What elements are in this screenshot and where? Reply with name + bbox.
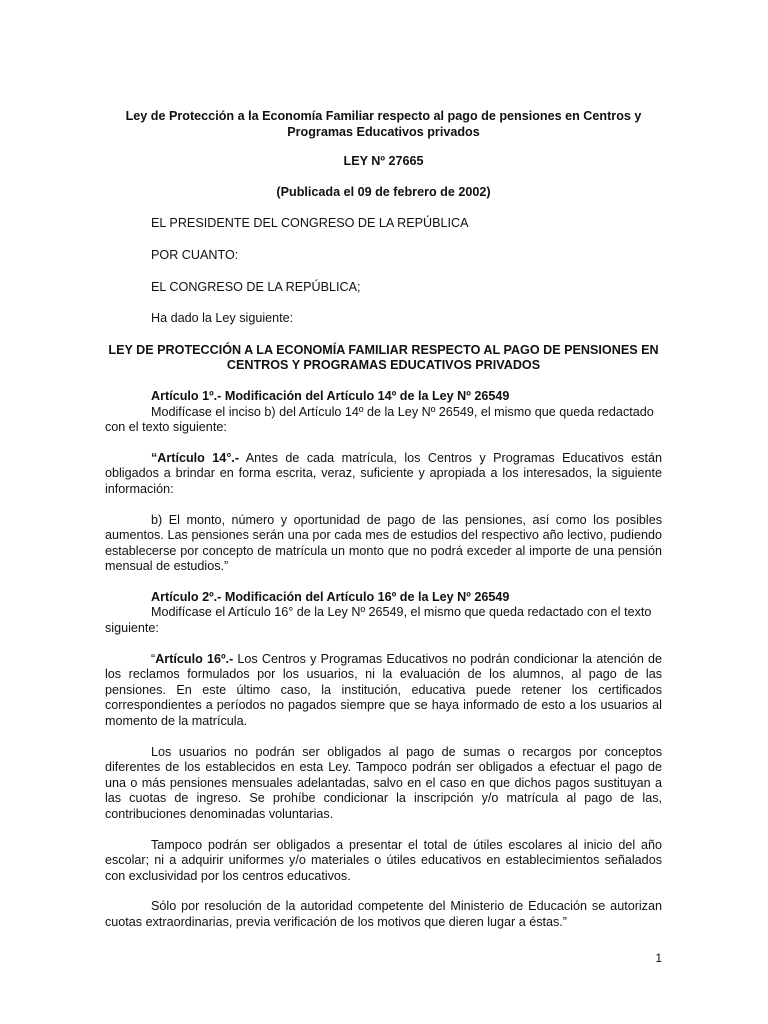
article-14-item-b: b) El monto, número y oportunidad de pago de las pensiones, así como los posibles aumentos. Las pensiones serán una por cada mes de estudios del respectivo año lectivo, pudiendo establecerse por concepto de matrícula un monto que no podrá exceder al importe de una pensión mensual de estudios.” — [105, 512, 662, 574]
article-2 — [105, 590, 662, 931]
por-cuanto-line: POR CUANTO: — [151, 247, 239, 262]
congreso-line: EL CONGRESO DE LA REPÚBLICA; — [151, 279, 361, 294]
article-1-heading: Artículo 1º.- Modificación del Artículo 14º de la Ley Nº 26549 — [151, 388, 510, 403]
article-16-text: Los Centros y Programas Educativos no podrán condicionar la atención de los reclamos formulados por los usuarios, ni la evaluación de los alumnos, al pago de las pensiones. En este último caso, la institución, educativa puede retener los certificados correspondientes a períodos no pagados siempre que se haya informado de esto a los usuarios al momento de la matrícula. — [105, 651, 662, 729]
article-1 — [105, 389, 662, 575]
article-16-paragraph-3: Tampoco podrán ser obligados a presentar el total de útiles escolares al inicio del año escolar; ni a adquirir uniformes y/o materiales o útiles educativos en establecimientos señalados con exclusividad por los centros educativos. — [105, 837, 662, 883]
article-16-label: Artículo 16º.- — [155, 651, 234, 666]
article-16-paragraph-2: Los usuarios no podrán ser obligados al pago de sumas o recargos por conceptos diferentes de los establecidos en esta Ley. Tampoco podrán ser obligados a efectuar el pago de una o más pensiones mensuales adelantadas, salvo en el caso en que dichos pagos sustituyan a las cuotas de ingreso. Se prohíbe condicionar la inscripción y/o matrícula al pago de las, contribuciones denominadas voluntarias. — [105, 744, 662, 821]
article-1-intro: Modifícase el inciso b) del Artículo 14º de la Ley Nº 26549, el mismo que queda redactado con el texto siguiente: — [105, 404, 654, 435]
article-16-open-quote: “ — [151, 651, 156, 666]
article-14-text: Antes de cada matrícula, los Centros y Programas Educativos están obligados a brindar en forma escrita, veraz, suficiente y apropiada a los interesados, la siguiente información: — [105, 450, 662, 496]
article-14-label: “Artículo 14°.- — [151, 450, 240, 465]
president-line: EL PRESIDENTE DEL CONGRESO DE LA REPÚBLICA — [151, 216, 469, 231]
page-number: 1 — [655, 951, 662, 965]
article-16-quote — [105, 652, 662, 730]
publication-date: (Publicada el 09 de febrero de 2002) — [276, 184, 491, 199]
article-2-intro: Modifícase el Artículo 16° de la Ley Nº 26549, el mismo que queda redactado con el texto siguiente: — [105, 605, 652, 636]
document-body — [105, 109, 662, 946]
law-number: LEY Nº 27665 — [343, 154, 424, 169]
article-2-heading: Artículo 2º.- Modificación del Artículo 16º de la Ley Nº 26549 — [151, 589, 510, 604]
document-title: Ley de Protección a la Economía Familiar respecto al pago de pensiones en Centros y Programas Educativos privados — [125, 109, 642, 139]
article-16-paragraph-4: Sólo por resolución de la autoridad competente del Ministerio de Educación se autorizan cuotas extraordinarias, previa verificación de los motivos que dieren lugar a éstas.” — [105, 899, 662, 929]
article-14-quote — [105, 451, 662, 498]
ha-dado-line: Ha dado la Ley siguiente: — [151, 311, 294, 326]
law-title: LEY DE PROTECCIÓN A LA ECONOMÍA FAMILIAR RESPECTO AL PAGO DE PENSIONES EN CENTROS Y PROGRAMAS EDUCATIVOS PRIVADOS — [108, 342, 659, 373]
